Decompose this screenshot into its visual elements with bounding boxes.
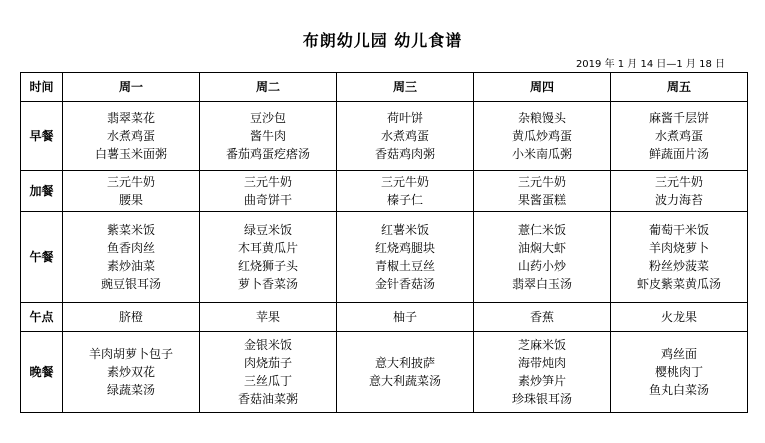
menu-cell [200, 332, 337, 413]
dish: 肉烧茄子 [243, 356, 292, 370]
meal-label: 早餐 [21, 102, 63, 171]
time-header: 时间 [21, 73, 63, 102]
dish: 鱼丸白菜汤 [648, 383, 709, 397]
dish: 香菇鸡肉粥 [374, 147, 435, 161]
meal-row-breakfast [21, 102, 748, 171]
dish: 芝麻米饭 [517, 338, 566, 352]
dish: 翡翠白玉汤 [511, 277, 572, 291]
menu-cell [63, 102, 200, 171]
menu-cell [611, 102, 748, 171]
dish: 白薯玉米面粥 [94, 147, 167, 161]
dish: 素炒双花 [106, 365, 155, 379]
menu-cell [63, 171, 200, 212]
dish: 榛子仁 [386, 193, 423, 207]
meal-row-afternoon-snack [21, 303, 748, 332]
menu-cell [63, 303, 200, 332]
dish: 樱桃肉丁 [654, 365, 703, 379]
menu-cell [337, 102, 474, 171]
dish: 羊肉胡萝卜包子 [88, 347, 173, 361]
dish: 葡萄干米饭 [648, 223, 709, 237]
dish: 紫菜米饭 [106, 223, 155, 237]
dish: 海带炖肉 [517, 356, 566, 370]
dish: 虾皮紫菜黄瓜汤 [636, 277, 721, 291]
menu-cell [200, 212, 337, 303]
page-title: 布朗幼儿园 幼儿食谱 [302, 31, 463, 50]
dish: 珍珠银耳汤 [511, 392, 572, 406]
dish: 绿蔬菜汤 [106, 383, 155, 397]
dish: 麻酱千层饼 [648, 111, 709, 125]
day-header-wed: 周三 [337, 73, 474, 102]
dish: 酱牛肉 [249, 129, 286, 143]
dish: 杂粮馒头 [517, 111, 566, 125]
menu-table [20, 72, 748, 413]
dish: 香蕉 [529, 310, 554, 324]
dish: 翡翠菜花 [106, 111, 155, 125]
header-row [21, 73, 748, 102]
dish: 鱼香肉丝 [106, 241, 155, 255]
menu-cell [474, 212, 611, 303]
meal-row-snack [21, 171, 748, 212]
dish: 青椒土豆丝 [374, 259, 435, 273]
menu-cell [474, 332, 611, 413]
menu-cell [200, 102, 337, 171]
dish: 香菇油菜粥 [237, 392, 298, 406]
dish: 水煮鸡蛋 [380, 129, 429, 143]
dish: 素炒笋片 [517, 374, 566, 388]
dish: 曲奇饼干 [243, 193, 292, 207]
dish: 柚子 [392, 310, 417, 324]
dish: 红烧鸡腿块 [374, 241, 435, 255]
dish: 意大利蔬菜汤 [368, 374, 441, 388]
meal-row-dinner [21, 332, 748, 413]
dish: 三元牛奶 [106, 175, 155, 189]
menu-cell [63, 212, 200, 303]
dish: 三元牛奶 [517, 175, 566, 189]
meal-label: 加餐 [21, 171, 63, 212]
dish: 山药小炒 [517, 259, 566, 273]
day-header-fri: 周五 [611, 73, 748, 102]
dish: 油焖大虾 [517, 241, 566, 255]
menu-cell [474, 171, 611, 212]
dish: 红薯米饭 [380, 223, 429, 237]
dish: 三丝瓜丁 [243, 374, 292, 388]
menu-cell [337, 212, 474, 303]
dish: 金针香菇汤 [374, 277, 435, 291]
dish: 三元牛奶 [243, 175, 292, 189]
dish: 波力海苔 [654, 193, 703, 207]
dish: 黄瓜炒鸡蛋 [511, 129, 572, 143]
menu-cell [611, 303, 748, 332]
dish: 水煮鸡蛋 [654, 129, 703, 143]
dish: 果酱蛋糕 [517, 193, 566, 207]
day-header-thu: 周四 [474, 73, 611, 102]
date-range: 2019 年 1 月 14 日—1 月 18 日 [575, 59, 725, 70]
meal-row-lunch [21, 212, 748, 303]
dish: 水煮鸡蛋 [106, 129, 155, 143]
dish: 豆沙包 [249, 111, 286, 125]
meal-label: 晚餐 [21, 332, 63, 413]
dish: 腰果 [118, 193, 143, 207]
dish: 素炒油菜 [106, 259, 155, 273]
menu-cell [337, 303, 474, 332]
menu-cell [200, 303, 337, 332]
menu-cell [611, 332, 748, 413]
menu-cell [611, 171, 748, 212]
dish: 三元牛奶 [654, 175, 703, 189]
dish: 脐橙 [118, 310, 143, 324]
dish: 荷叶饼 [386, 111, 423, 125]
day-header-mon: 周一 [63, 73, 200, 102]
dish: 羊肉烧萝卜 [648, 241, 709, 255]
meal-label: 午餐 [21, 212, 63, 303]
dish: 小米南瓜粥 [511, 147, 572, 161]
menu-cell [63, 332, 200, 413]
dish: 意大利披萨 [374, 356, 435, 370]
meal-label: 午点 [21, 303, 63, 332]
menu-cell [611, 212, 748, 303]
dish: 薏仁米饭 [517, 223, 566, 237]
dish: 木耳黄瓜片 [237, 241, 298, 255]
dish: 豌豆银耳汤 [100, 277, 161, 291]
menu-cell [474, 303, 611, 332]
dish: 番茄鸡蛋疙瘩汤 [225, 147, 310, 161]
dish: 鲜蔬面片汤 [648, 147, 709, 161]
day-header-tue: 周二 [200, 73, 337, 102]
menu-cell [474, 102, 611, 171]
menu-cell [337, 171, 474, 212]
menu-cell [200, 171, 337, 212]
dish: 三元牛奶 [380, 175, 429, 189]
dish: 鸡丝面 [660, 347, 697, 361]
dish: 火龙果 [660, 310, 697, 324]
dish: 金银米饭 [243, 338, 292, 352]
dish: 萝卜香菜汤 [237, 277, 298, 291]
dish: 红烧狮子头 [237, 259, 298, 273]
dish: 绿豆米饭 [243, 223, 292, 237]
dish: 粉丝炒菠菜 [648, 259, 709, 273]
menu-cell [337, 332, 474, 413]
dish: 苹果 [255, 310, 280, 324]
